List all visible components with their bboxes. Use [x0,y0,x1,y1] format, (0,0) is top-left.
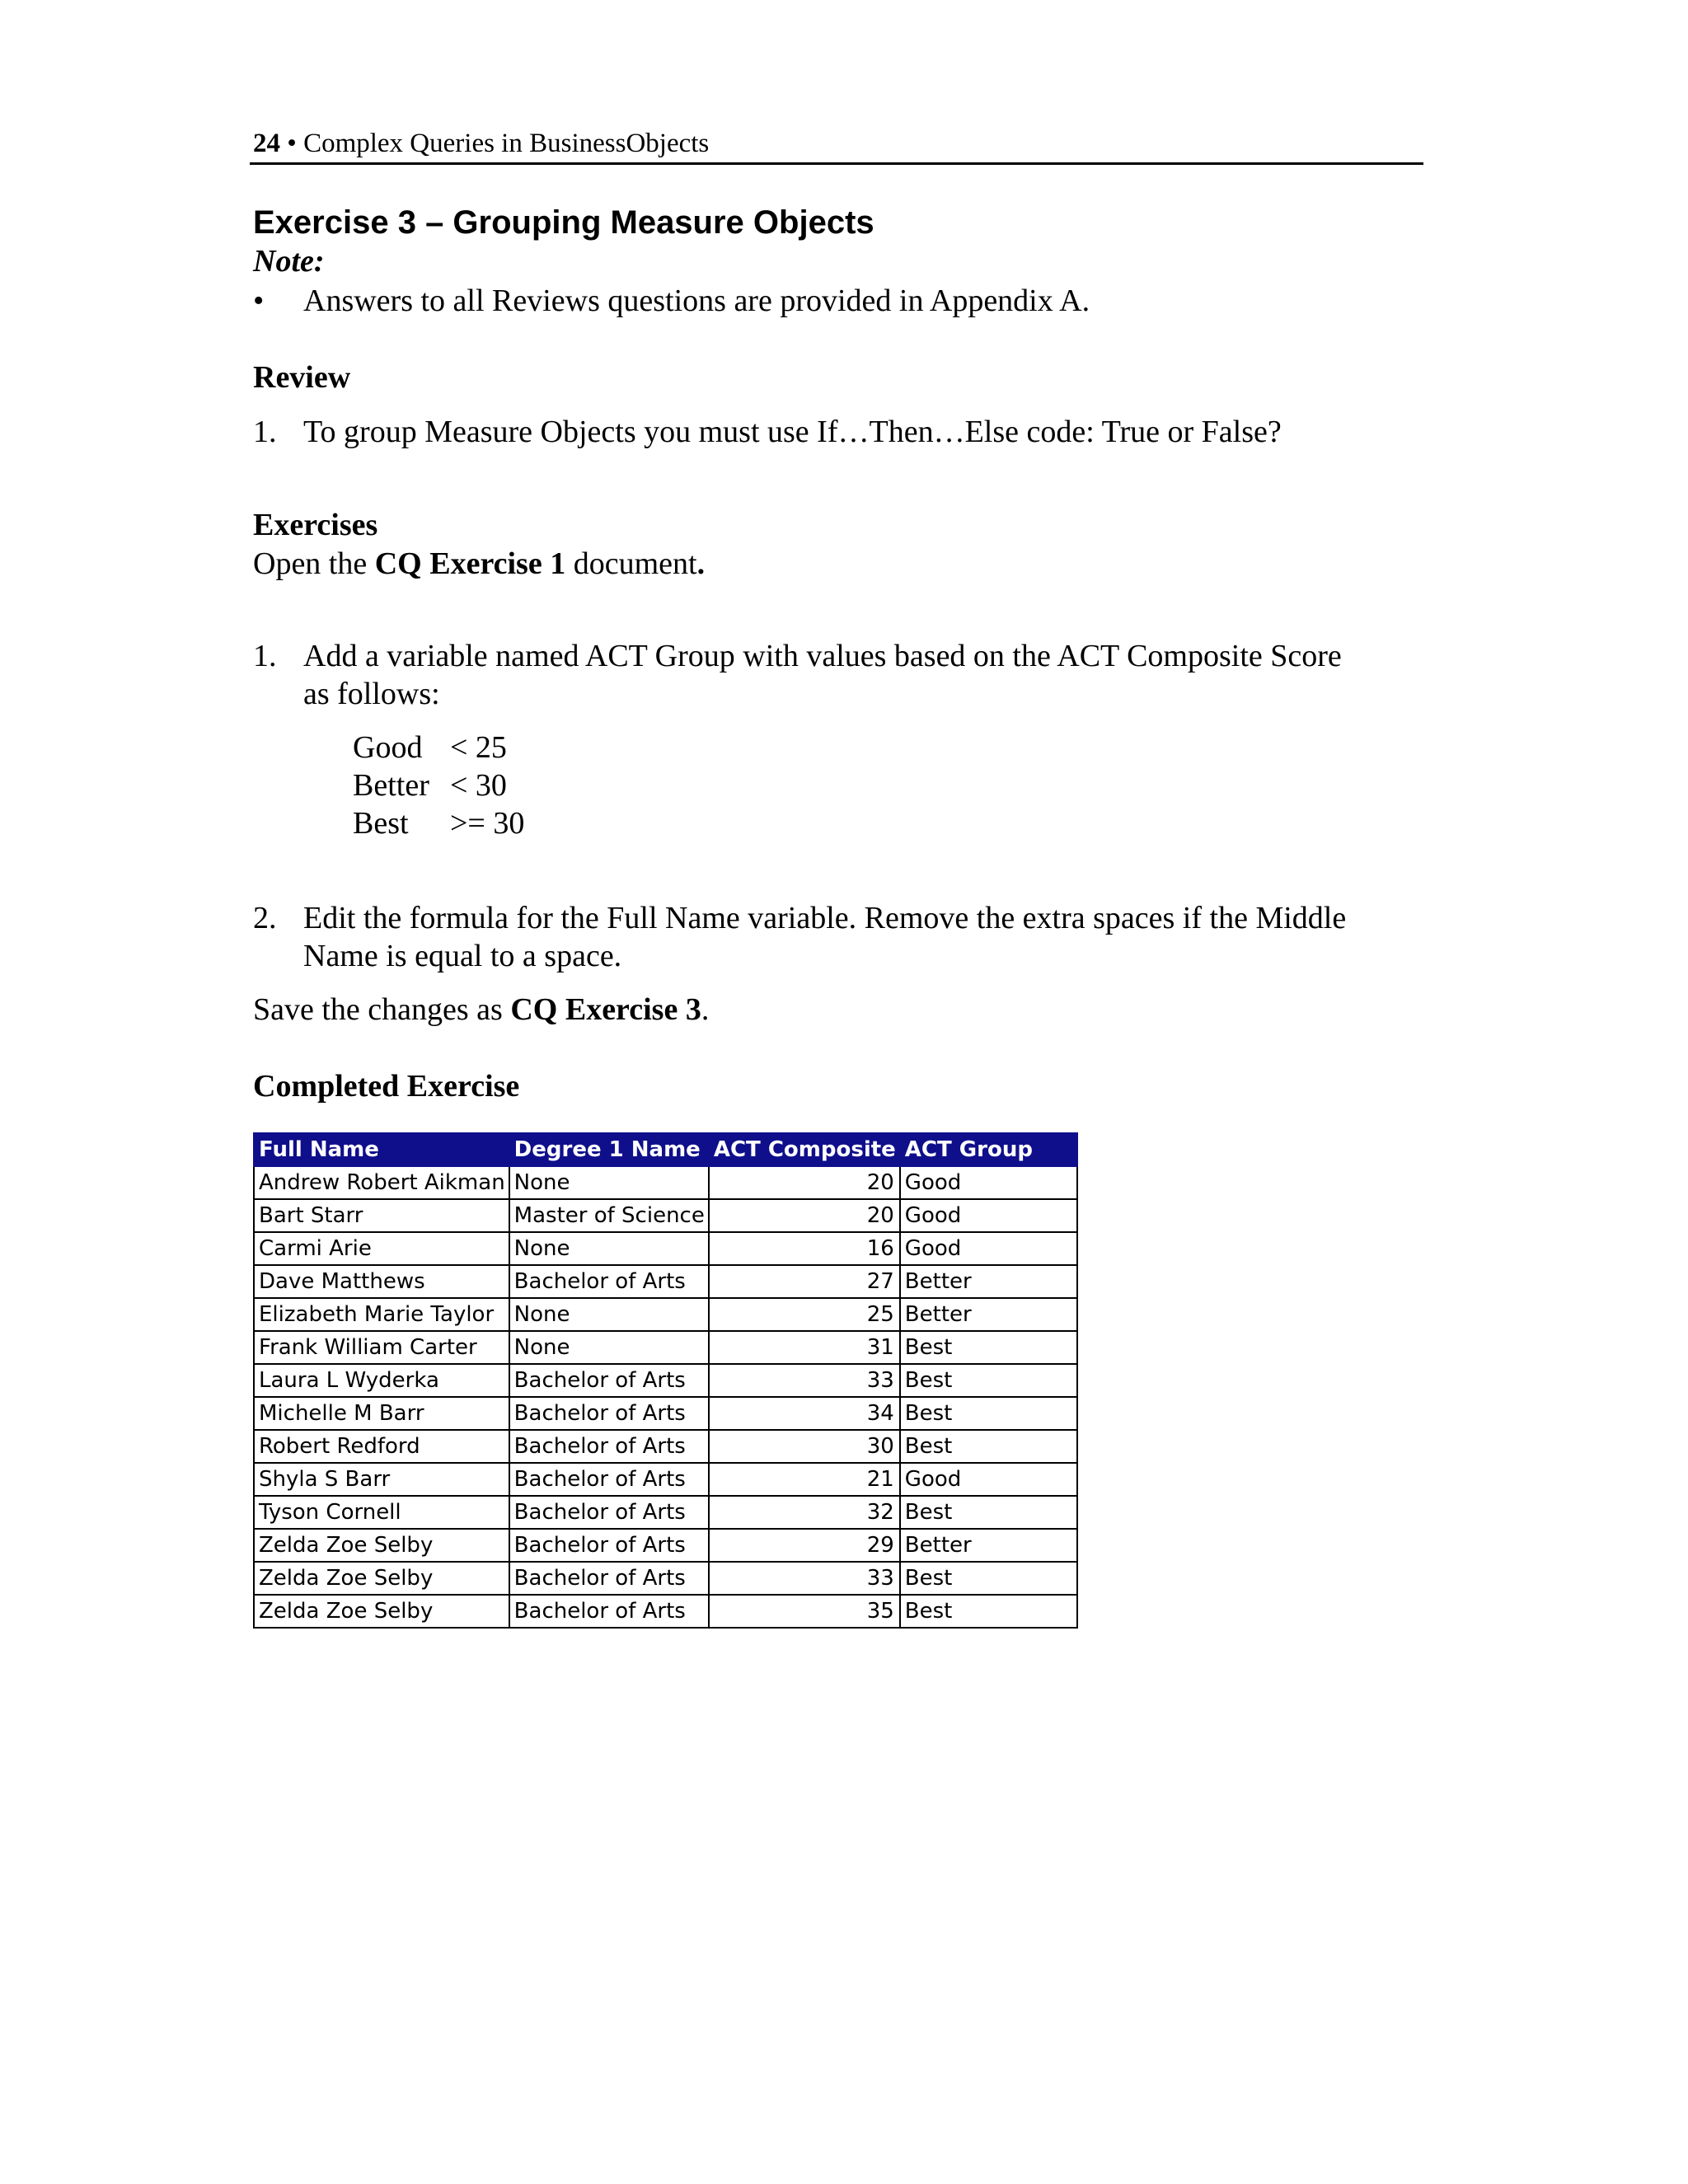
table-header-row [254,1133,1077,1166]
cell-act-composite: 16 [709,1232,900,1265]
cell-act-composite: 25 [709,1298,900,1331]
cell-act-composite: 32 [709,1496,900,1529]
table-body [254,1166,1077,1628]
column-header-full-name: Full Name [254,1133,509,1166]
cell-degree: Master of Science [509,1199,709,1232]
running-title: Complex Queries in BusinessObjects [303,129,710,158]
cell-act-group: Good [900,1463,1077,1496]
exercise-item-1-number: 1. [253,639,277,673]
cell-full-name: Carmi Arie [254,1232,509,1265]
cell-act-group: Best [900,1496,1077,1529]
open-instruction [253,544,705,583]
cell-degree: None [509,1331,709,1364]
cell-act-group: Better [900,1298,1077,1331]
table-row [254,1430,1077,1463]
grade-good-name: Good [353,730,423,765]
table-row [254,1595,1077,1628]
review-item-text: To group Measure Objects you must use If…Then…Else code: True or False? [303,415,1282,449]
cell-act-composite: 20 [709,1199,900,1232]
grade-best-rule: >= 30 [450,806,525,841]
cell-degree: None [509,1232,709,1265]
table-row [254,1298,1077,1331]
exercise-item-2-line-1: Edit the formula for the Full Name variable. Remove the extra spaces if the Middle [303,901,1347,935]
open-document-name: CQ Exercise 1 [374,546,566,581]
cell-full-name: Robert Redford [254,1430,509,1463]
column-header-degree-1-name: Degree 1 Name [509,1133,709,1166]
table-row [254,1397,1077,1430]
cell-full-name: Tyson Cornell [254,1496,509,1529]
column-header-act-group: ACT Group [900,1133,1077,1166]
save-instruction [253,990,709,1029]
bullet-icon: • [253,284,265,318]
cell-full-name: Frank William Carter [254,1331,509,1364]
column-header-act-composite: ACT Composite [709,1133,900,1166]
open-prefix: Open the [253,546,375,581]
cell-act-group: Best [900,1430,1077,1463]
page-number: 24 [253,129,280,158]
cell-degree: Bachelor of Arts [509,1430,709,1463]
cell-full-name: Zelda Zoe Selby [254,1562,509,1595]
cell-act-group: Good [900,1199,1077,1232]
cell-act-composite: 31 [709,1331,900,1364]
cell-act-composite: 33 [709,1364,900,1397]
cell-act-composite: 30 [709,1430,900,1463]
table-row [254,1496,1077,1529]
grade-good-rule: < 25 [450,730,507,765]
cell-degree: Bachelor of Arts [509,1364,709,1397]
review-heading: Review [253,360,351,395]
completed-exercise-table [253,1132,1078,1629]
completed-exercise-heading: Completed Exercise [253,1069,520,1104]
cell-full-name: Dave Matthews [254,1265,509,1298]
cell-act-group: Best [900,1562,1077,1595]
cell-degree: Bachelor of Arts [509,1496,709,1529]
cell-full-name: Bart Starr [254,1199,509,1232]
cell-degree: Bachelor of Arts [509,1595,709,1628]
cell-full-name: Andrew Robert Aikman [254,1166,509,1199]
cell-act-group: Best [900,1397,1077,1430]
exercise-item-1-line-1: Add a variable named ACT Group with values based on the ACT Composite Score [303,639,1342,673]
cell-full-name: Shyla S Barr [254,1463,509,1496]
cell-degree: Bachelor of Arts [509,1562,709,1595]
cell-full-name: Elizabeth Marie Taylor [254,1298,509,1331]
header-separator: • [287,129,297,158]
cell-degree: None [509,1166,709,1199]
cell-act-group: Best [900,1364,1077,1397]
table-row [254,1232,1077,1265]
exercises-heading: Exercises [253,508,378,542]
cell-full-name: Zelda Zoe Selby [254,1595,509,1628]
exercise-item-2-number: 2. [253,901,277,935]
cell-act-group: Best [900,1595,1077,1628]
cell-degree: Bachelor of Arts [509,1463,709,1496]
table-row [254,1166,1077,1199]
cell-act-composite: 29 [709,1529,900,1562]
review-item-number: 1. [253,415,277,449]
cell-act-composite: 35 [709,1595,900,1628]
cell-act-group: Better [900,1265,1077,1298]
header-rule [250,162,1423,165]
cell-full-name: Laura L Wyderka [254,1364,509,1397]
cell-act-composite: 27 [709,1265,900,1298]
open-period: . [696,546,706,581]
cell-full-name: Michelle M Barr [254,1397,509,1430]
cell-degree: Bachelor of Arts [509,1397,709,1430]
note-bullet-text: Answers to all Reviews questions are provided in Appendix A. [303,284,1090,318]
grade-best-name: Best [353,806,409,841]
cell-degree: None [509,1298,709,1331]
note-label: Note: [253,244,325,279]
cell-act-composite: 34 [709,1397,900,1430]
grade-better-name: Better [353,768,429,803]
cell-act-composite: 20 [709,1166,900,1199]
table-row [254,1529,1077,1562]
cell-degree: Bachelor of Arts [509,1529,709,1562]
cell-act-group: Best [900,1331,1077,1364]
table-row [254,1265,1077,1298]
grade-better-rule: < 30 [450,768,507,803]
exercise-item-2-line-2: Name is equal to a space. [303,939,622,973]
cell-act-composite: 33 [709,1562,900,1595]
table-row [254,1331,1077,1364]
save-prefix: Save the changes as [253,992,511,1027]
cell-degree: Bachelor of Arts [509,1265,709,1298]
cell-act-group: Better [900,1529,1077,1562]
cell-act-group: Good [900,1232,1077,1265]
exercise-title: Exercise 3 – Grouping Measure Objects [253,204,874,241]
open-suffix: document [565,546,697,581]
cell-act-group: Good [900,1166,1077,1199]
table-row [254,1562,1077,1595]
save-suffix: . [701,992,710,1027]
table-row [254,1199,1077,1232]
cell-full-name: Zelda Zoe Selby [254,1529,509,1562]
save-document-name: CQ Exercise 3 [510,992,701,1027]
table-row [254,1463,1077,1496]
table-row [254,1364,1077,1397]
running-header [253,125,709,162]
cell-act-composite: 21 [709,1463,900,1496]
exercise-item-1-line-2: as follows: [303,677,440,711]
